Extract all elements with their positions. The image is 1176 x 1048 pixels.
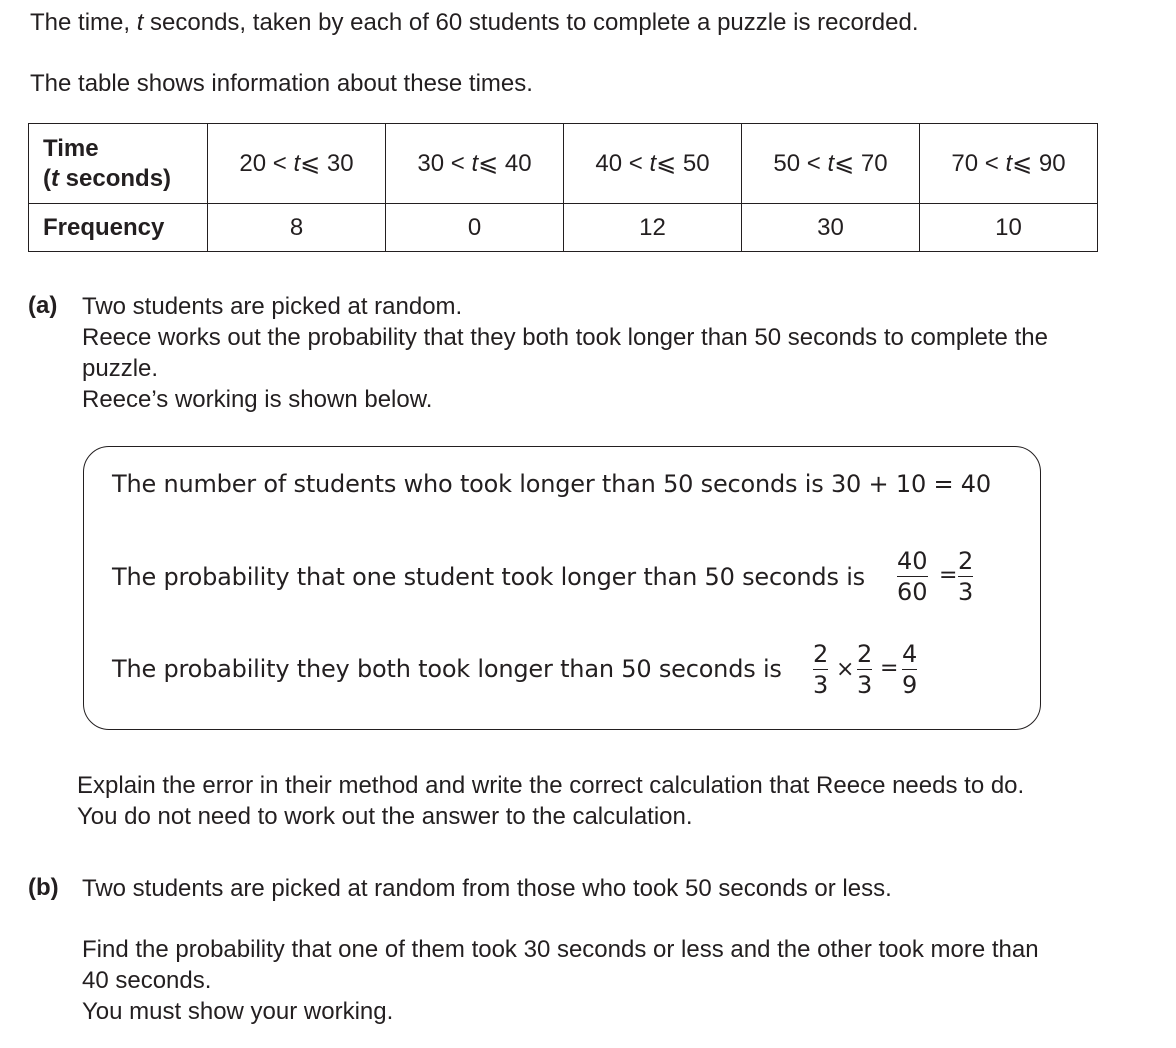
intro-text: The time, xyxy=(30,9,137,36)
numerator: 40 xyxy=(897,547,928,575)
interval-cell xyxy=(386,124,564,204)
time-header-units xyxy=(43,164,207,194)
working-line-2: The probability that one student took longer than 50 seconds is xyxy=(112,563,865,591)
part-b-line: You must show your working. xyxy=(82,998,394,1025)
numerator: 2 xyxy=(958,547,974,575)
fraction-40-60 xyxy=(897,547,928,606)
interval-lower: 40 < xyxy=(595,150,650,177)
interval-cell xyxy=(564,124,742,204)
denominator: 60 xyxy=(897,578,928,606)
paren: ( xyxy=(43,164,51,192)
fraction-bar xyxy=(813,669,828,670)
working-line-1: The number of students who took longer than 50 seconds is 30 + 10 = 40 xyxy=(112,470,991,498)
part-b-line: 40 seconds. xyxy=(82,967,212,994)
interval-upper: ⩽ 40 xyxy=(478,150,532,177)
part-b-text xyxy=(82,934,1039,1027)
numerator: 4 xyxy=(902,640,918,668)
part-b-line-1: Two students are picked at random from those who took 50 seconds or less. xyxy=(82,875,892,902)
interval-upper: ⩽ 70 xyxy=(834,150,888,177)
denominator: 9 xyxy=(902,671,918,699)
part-a-instructions xyxy=(77,770,1024,832)
part-b-label: (b) xyxy=(28,874,59,901)
interval-lower: 70 < xyxy=(951,150,1006,177)
interval-lower: 20 < xyxy=(239,150,294,177)
interval-cell xyxy=(208,124,386,204)
numerator: 2 xyxy=(857,640,873,668)
fraction-2-3 xyxy=(958,547,973,606)
fraction-bar xyxy=(857,669,872,670)
frequency-table xyxy=(28,123,1098,252)
frequency-cell: 30 xyxy=(742,204,920,252)
part-a-line: Two students are picked at random. xyxy=(82,293,463,320)
fraction-4-9 xyxy=(902,640,917,699)
frequency-cell: 0 xyxy=(386,204,564,252)
frequency-row xyxy=(29,204,1098,252)
intro-line-2: The table shows information about these times. xyxy=(30,70,533,97)
instruction-line: You do not need to work out the answer to the calculation. xyxy=(77,803,693,830)
intro-line-1 xyxy=(30,8,919,38)
equals-sign: = xyxy=(939,563,958,588)
part-a-line: puzzle. xyxy=(82,355,159,382)
denominator: 3 xyxy=(857,671,873,699)
variable-t: t xyxy=(471,150,479,177)
interval-lower: 30 < xyxy=(417,150,472,177)
instruction-line: Explain the error in their method and write the correct calculation that Reece needs to do. xyxy=(77,772,1025,799)
interval-upper: ⩽ 30 xyxy=(300,150,354,177)
interval-upper: ⩽ 90 xyxy=(1012,150,1066,177)
interval-cell xyxy=(920,124,1098,204)
variable-t: t xyxy=(827,150,835,177)
interval-cell xyxy=(742,124,920,204)
intro-text: seconds, taken by each of 60 students to complete a puzzle is recorded. xyxy=(143,9,919,36)
time-header-cell xyxy=(29,124,208,204)
fraction-2-3 xyxy=(813,640,828,699)
part-a-line: Reece’s working is shown below. xyxy=(82,386,433,413)
variable-t: t xyxy=(293,150,301,177)
frequency-cell: 12 xyxy=(564,204,742,252)
frequency-cell: 10 xyxy=(920,204,1098,252)
frequency-header-cell: Frequency xyxy=(29,204,208,252)
fraction-bar xyxy=(958,576,973,577)
part-a-line: Reece works out the probability that they both took longer than 50 seconds to complete the xyxy=(82,324,1048,351)
frequency-cell: 8 xyxy=(208,204,386,252)
fraction-bar xyxy=(902,669,917,670)
equals-sign: = xyxy=(880,656,899,681)
part-a-label: (a) xyxy=(28,292,58,319)
denominator: 3 xyxy=(958,578,974,606)
numerator: 2 xyxy=(813,640,829,668)
part-a-text xyxy=(82,291,1048,415)
time-header-label: Time xyxy=(43,134,99,162)
time-row xyxy=(29,124,1098,204)
part-b-line: Find the probability that one of them took 30 seconds or less and the other took more than xyxy=(82,936,1039,963)
denominator: 3 xyxy=(813,671,829,699)
units-label: seconds) xyxy=(59,164,172,192)
variable-t: t xyxy=(51,164,59,192)
interval-lower: 50 < xyxy=(773,150,828,177)
fraction-2-3 xyxy=(857,640,872,699)
fraction-bar xyxy=(897,576,928,577)
times-sign: × xyxy=(836,657,855,682)
variable-t: t xyxy=(1005,150,1013,177)
variable-t: t xyxy=(136,9,144,36)
interval-upper: ⩽ 50 xyxy=(656,150,710,177)
variable-t: t xyxy=(649,150,657,177)
working-line-3: The probability they both took longer than 50 seconds is xyxy=(112,655,782,683)
